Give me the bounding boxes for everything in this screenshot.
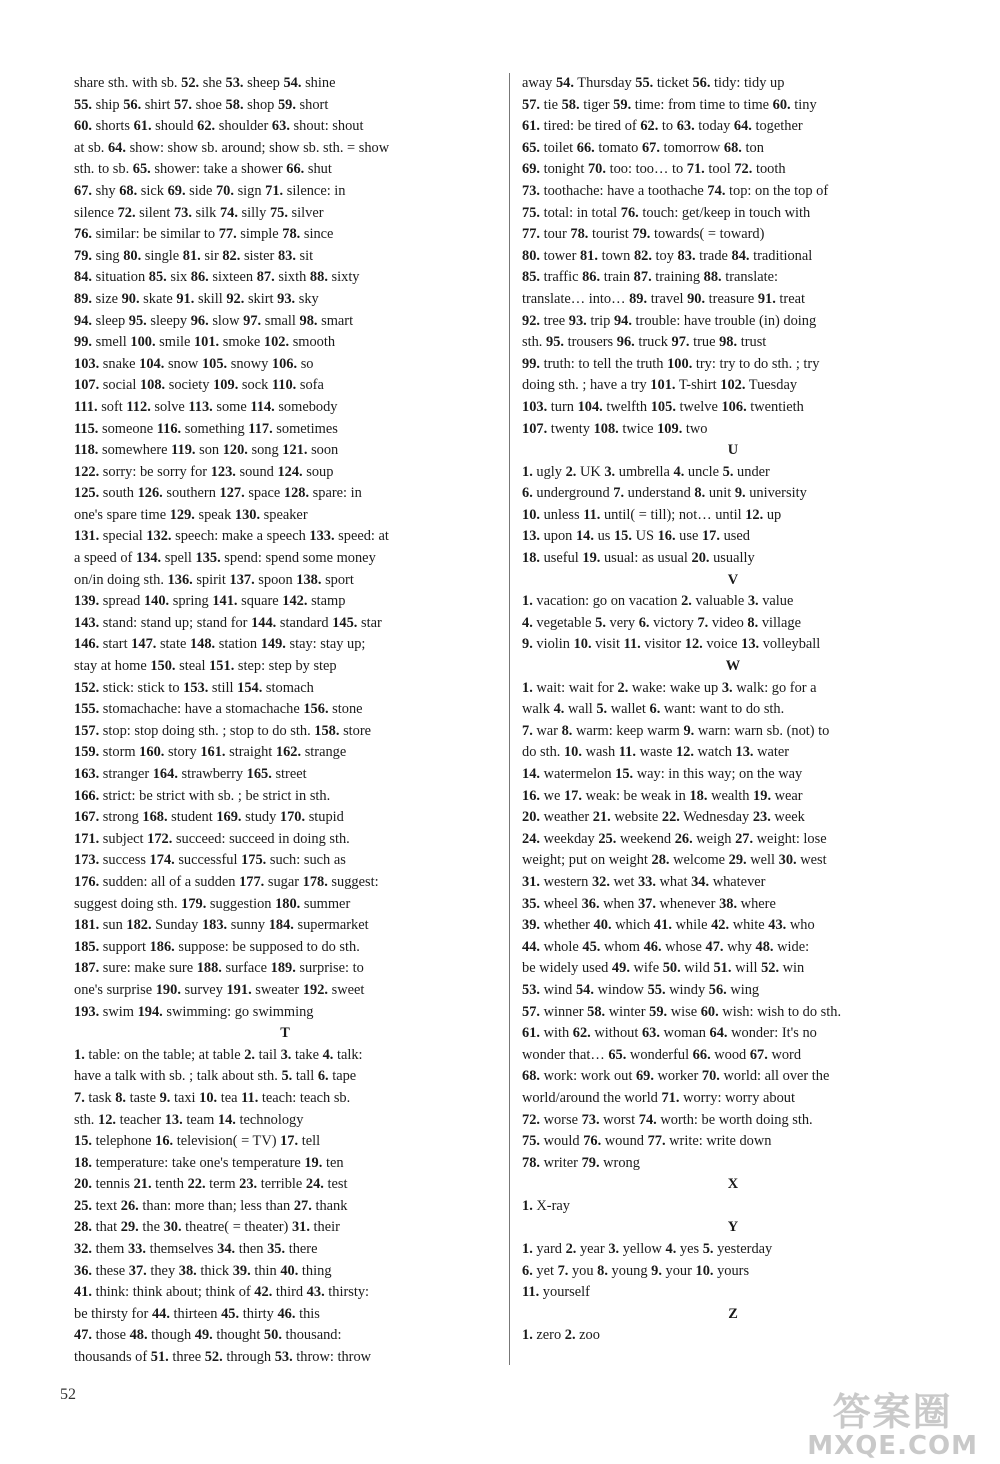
vocab-line: 80. tower 81. town 82. toy 83. trade 84. traditional: [522, 247, 813, 264]
vocab-line: 103. snake 104. snow 105. snowy 106. so: [74, 355, 314, 372]
vocab-line: 55. ship 56. shirt 57. shoe 58. shop 59. short: [74, 96, 329, 113]
vocab-line: 18. useful 19. usual: as usual 20. usually: [522, 550, 755, 567]
vocab-line: 171. subject 172. succeed: succeed in doing sth.: [74, 830, 350, 847]
vocab-line: 94. sleep 95. sleepy 96. slow 97. small 98. smart: [74, 312, 354, 329]
vocab-line: 35. wheel 36. when 37. whenever 38. where: [522, 895, 776, 912]
vocab-line: 79. sing 80. single 81. sir 82. sister 83. sit: [74, 247, 314, 264]
vocab-line: 47. those 48. though 49. thought 50. thousand:: [74, 1327, 342, 1344]
vocab-line: translate… into… 89. travel 90. treasure 91. treat: [522, 290, 805, 307]
vocab-line: 18. temperature: take one's temperature 19. ten: [74, 1154, 344, 1171]
vocab-line: 155. stomachache: have a stomachache 156. stone: [74, 701, 363, 718]
vocab-line: 143. stand: stand up; stand for 144. standard 145. star: [74, 614, 382, 631]
vocab-line: 84. situation 85. six 86. sixteen 87. sixth 88. sixty: [74, 269, 360, 286]
vocab-line: 166. strict: be strict with sb. ; be strict in sth.: [74, 787, 331, 804]
vocab-line: 75. would 76. wound 77. write: write down: [522, 1133, 772, 1150]
vocab-line: away 54. Thursday 55. ticket 56. tidy: tidy up: [522, 75, 785, 91]
vocab-line: 176. sudden: all of a sudden 177. sugar 178. suggest:: [74, 873, 379, 890]
vocab-line: at sb. 64. show: show sb. around; show sb. sth. = show: [74, 139, 390, 156]
vocab-line: 173. success 174. successful 175. such: such as: [74, 852, 346, 869]
vocab-line: a speed of 134. spell 135. spend: spend some money: [74, 550, 376, 567]
vocab-line: 20. weather 21. website 22. Wednesday 23. week: [522, 809, 805, 826]
vocab-line: 61. with 62. without 63. woman 64. wonder: It's no: [522, 1025, 817, 1042]
vocab-line: 77. tour 78. tourist 79. towards( = toward): [522, 226, 765, 243]
vocab-line: 7. task 8. taste 9. taxi 10. tea 11. teach: teach sb.: [74, 1089, 351, 1106]
watermark-site: MXQE.COM: [807, 1431, 978, 1461]
vocab-line: 61. tired: be tired of 62. to 63. today 64. together: [522, 118, 803, 135]
right-column: [522, 73, 944, 1347]
vocab-line: 193. swim 194. swimming: go swimming: [74, 1003, 314, 1020]
vocab-line: 78. writer 79. wrong: [522, 1154, 640, 1171]
vocab-line: world/around the world 71. worry: worry about: [522, 1089, 795, 1106]
vocab-line: 7. war 8. warm: keep warm 9. warn: warn sb. (not) to: [522, 722, 830, 739]
vocab-line: 36. these 37. they 38. thick 39. thin 40. thing: [74, 1262, 332, 1279]
vocab-line: 85. traffic 86. train 87. training 88. translate:: [522, 269, 778, 286]
vocab-line: 107. twenty 108. twice 109. two: [522, 420, 708, 437]
vocab-line: 1. wait: wait for 2. wake: wake up 3. walk: go for a: [522, 679, 817, 696]
vocab-line: 28. that 29. the 30. theatre( = theater) 31. their: [74, 1219, 340, 1236]
vocab-line: 92. tree 93. trip 94. trouble: have trouble (in) doing: [522, 312, 817, 329]
vocab-line: 4. vegetable 5. very 6. victory 7. video 8. village: [522, 614, 801, 631]
vocab-line: 44. whole 45. whom 46. whose 47. why 48. wide:: [522, 938, 810, 955]
vocab-line: 118. somewhere 119. son 120. song 121. soon: [74, 442, 339, 459]
vocab-line: be widely used 49. wife 50. wild 51. will 52. win: [522, 960, 805, 977]
vocab-line: silence 72. silent 73. silk 74. silly 75. silver: [74, 204, 324, 221]
vocab-line: 159. storm 160. story 161. straight 162. strange: [74, 744, 347, 761]
vocab-line: 41. think: think about; think of 42. third 43. thirsty:: [74, 1284, 370, 1301]
vocab-line: 1. zero 2. zoo: [522, 1327, 600, 1344]
section-heading: Y: [727, 1219, 739, 1236]
vocab-line: 11. yourself: [522, 1284, 590, 1301]
vocab-line: 13. upon 14. us 15. US 16. use 17. used: [522, 528, 750, 545]
vocab-line: sth. to sb. 65. shower: take a shower 66. shut: [74, 161, 332, 178]
vocab-line: 73. toothache: have a toothache 74. top: on the top of: [522, 182, 829, 199]
vocab-line: one's spare time 129. speak 130. speaker: [74, 506, 308, 523]
vocab-line: 157. stop: stop doing sth. ; stop to do sth. 158. store: [74, 722, 372, 739]
vocab-line: 115. someone 116. something 117. sometimes: [74, 420, 338, 437]
vocab-line: share sth. with sb. 52. she 53. sheep 54. shine: [74, 75, 336, 91]
vocab-line: 99. truth: to tell the truth 100. try: try to do sth. ; try: [522, 355, 820, 372]
vocab-line: 187. sure: make sure 188. surface 189. surprise: to: [74, 960, 364, 977]
vocab-line: on/in doing sth. 136. spirit 137. spoon 138. sport: [74, 571, 354, 588]
section-heading: Z: [728, 1305, 738, 1322]
vocab-line: 6. underground 7. understand 8. unit 9. university: [522, 485, 807, 502]
watermark-logo: [807, 1392, 978, 1460]
vocab-line: 185. support 186. suppose: be supposed to do sth.: [74, 938, 360, 955]
vocab-line: 14. watermelon 15. way: in this way; on the way: [522, 766, 803, 782]
vocab-line: 69. tonight 70. too: too… to 71. tool 72. tooth: [522, 161, 786, 178]
vocab-line: 76. similar: be similar to 77. simple 78. since: [74, 226, 334, 243]
vocab-line: 107. social 108. society 109. sock 110. sofa: [74, 377, 324, 394]
section-heading: W: [725, 658, 741, 675]
vocab-line: 39. whether 40. which 41. while 42. white 43. who: [522, 917, 815, 934]
vocab-line: have a talk with sb. ; talk about sth. 5. tall 6. tape: [74, 1068, 357, 1085]
watermark-title: 答案圈: [832, 1390, 953, 1434]
vocab-line: 10. unless 11. until( = till); not… until 12. up: [522, 506, 782, 523]
vocab-line: 146. start 147. state 148. station 149. stay: stay up;: [74, 636, 366, 653]
vocab-line: 1. table: on the table; at table 2. tail 3. take 4. talk:: [74, 1046, 363, 1063]
vocab-line: stay at home 150. steal 151. step: step by step: [74, 658, 337, 675]
vocab-line: 139. spread 140. spring 141. square 142. stamp: [74, 593, 346, 610]
vocab-line: 122. sorry: be sorry for 123. sound 124. soup: [74, 463, 334, 480]
vocab-line: 152. stick: stick to 153. still 154. stomach: [74, 679, 314, 696]
vocab-line: sth. 12. teacher 13. team 14. technology: [74, 1111, 304, 1128]
vocab-line: suggest doing sth. 179. suggestion 180. summer: [74, 895, 351, 912]
vocab-line: walk 4. wall 5. wallet 6. want: want to do sth.: [522, 701, 785, 718]
vocab-line: 163. stranger 164. strawberry 165. street: [74, 766, 307, 782]
vocab-line: 20. tennis 21. tenth 22. term 23. terrible 24. test: [74, 1176, 348, 1193]
column-divider: [509, 73, 510, 1365]
vocab-line: 1. vacation: go on vacation 2. valuable 3. value: [522, 593, 794, 610]
vocab-line: 53. wind 54. window 55. windy 56. wing: [522, 981, 760, 998]
vocab-line: 67. shy 68. sick 69. side 70. sign 71. silence: in: [74, 182, 346, 199]
vocab-line: weight; put on weight 28. welcome 29. well 30. west: [522, 852, 827, 869]
vocab-line: sth. 95. trousers 96. truck 97. true 98. trust: [522, 334, 767, 351]
vocab-line: 9. violin 10. visit 11. visitor 12. voice 13. volleyball: [522, 636, 821, 653]
vocab-line: do sth. 10. wash 11. waste 12. watch 13. water: [522, 744, 790, 761]
vocab-line: 57. tie 58. tiger 59. time: from time to time 60. tiny: [522, 96, 817, 113]
page-number: 52: [60, 1386, 76, 1403]
vocab-line: 24. weekday 25. weekend 26. weigh 27. weight: lose: [522, 830, 827, 847]
vocab-line: 57. winner 58. winter 59. wise 60. wish: wish to do sth.: [522, 1003, 842, 1020]
vocab-line: thousands of 51. three 52. through 53. throw: throw: [74, 1349, 372, 1366]
vocab-line: 1. ugly 2. UK 3. umbrella 4. uncle 5. under: [522, 463, 770, 480]
vocab-line: 75. total: in total 76. touch: get/keep in touch with: [522, 204, 811, 221]
section-heading: X: [727, 1176, 739, 1193]
left-column: [74, 73, 496, 1369]
vocab-line: one's surprise 190. survey 191. sweater 192. sweet: [74, 981, 365, 998]
vocab-line: 1. X-ray: [522, 1197, 570, 1214]
vocab-line: 167. strong 168. student 169. study 170. stupid: [74, 809, 344, 826]
vocab-line: doing sth. ; have a try 101. T-shirt 102. Tuesday: [522, 377, 798, 394]
vocab-line: wonder that… 65. wonderful 66. wood 67. word: [522, 1046, 802, 1063]
vocab-line: be thirsty for 44. thirteen 45. thirty 46. this: [74, 1305, 320, 1322]
vocab-line: 16. we 17. weak: be weak in 18. wealth 19. wear: [522, 787, 803, 804]
vocab-line: 31. western 32. wet 33. what 34. whatever: [522, 873, 766, 890]
vocab-line: 65. toilet 66. tomato 67. tomorrow 68. ton: [522, 139, 764, 156]
vocab-line: 32. them 33. themselves 34. then 35. there: [74, 1241, 318, 1258]
vocab-line: 99. smell 100. smile 101. smoke 102. smooth: [74, 334, 336, 351]
vocab-line: 25. text 26. than: more than; less than 27. thank: [74, 1197, 348, 1214]
section-heading: T: [280, 1025, 290, 1042]
vocab-line: 125. south 126. southern 127. space 128. spare: in: [74, 485, 362, 502]
vocab-line: 6. yet 7. you 8. young 9. your 10. yours: [522, 1262, 750, 1279]
vocab-line: 72. worse 73. worst 74. worth: be worth doing sth.: [522, 1111, 813, 1128]
vocab-line: 1. yard 2. year 3. yellow 4. yes 5. yesterday: [522, 1241, 773, 1258]
vocab-line: 111. soft 112. solve 113. some 114. somebody: [74, 398, 338, 415]
vocab-line: 68. work: work out 69. worker 70. world: all over the: [522, 1068, 830, 1085]
vocab-line: 181. sun 182. Sunday 183. sunny 184. supermarket: [74, 917, 369, 934]
vocab-line: 103. turn 104. twelfth 105. twelve 106. twentieth: [522, 398, 804, 415]
vocab-line: 131. special 132. speech: make a speech 133. speed: at: [74, 528, 389, 545]
vocab-line: 60. shorts 61. should 62. shoulder 63. shout: shout: [74, 118, 364, 135]
vocab-line: 89. size 90. skate 91. skill 92. skirt 93. sky: [74, 290, 319, 307]
vocab-line: 15. telephone 16. television( = TV) 17. tell: [74, 1133, 321, 1150]
section-heading: U: [727, 442, 739, 459]
section-heading: V: [727, 571, 739, 588]
